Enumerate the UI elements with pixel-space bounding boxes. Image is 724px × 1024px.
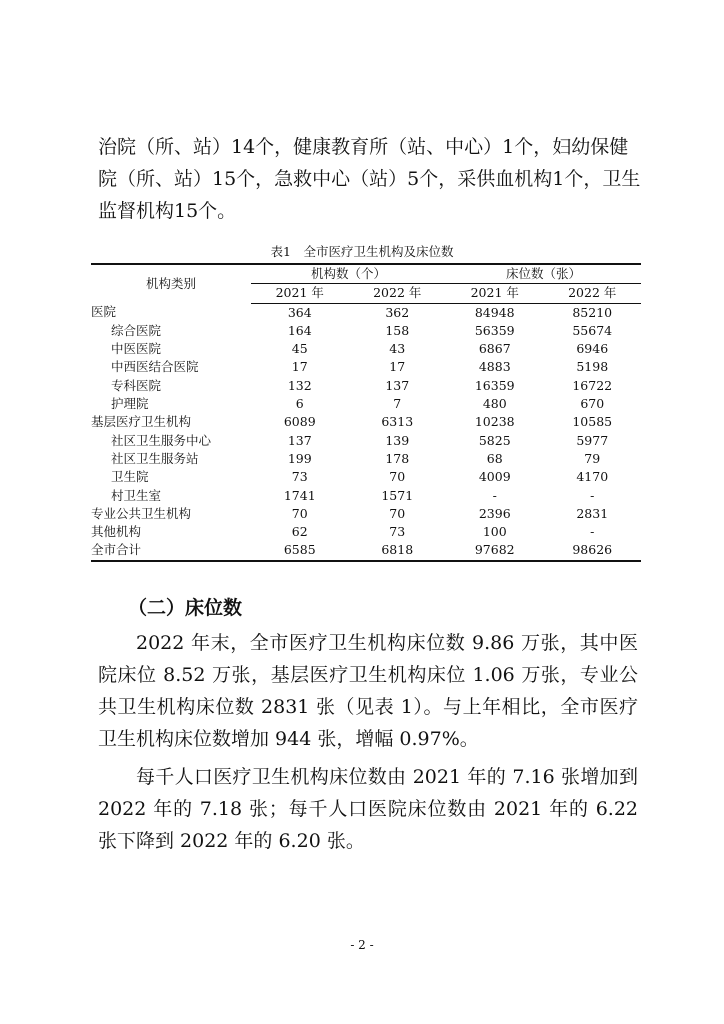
table-cell: 362 <box>385 304 410 320</box>
table-cell: 70 <box>389 505 406 521</box>
year-header: 2021 年 <box>446 284 544 303</box>
table-cell: 43 <box>389 341 406 357</box>
section-heading: （二）床位数 <box>128 597 243 619</box>
table-cell: 6946 <box>576 341 609 357</box>
table-row <box>91 322 641 340</box>
table-row <box>91 303 641 322</box>
table-cell: 84948 <box>474 304 515 320</box>
intro-paragraph <box>98 131 641 227</box>
row-label: 医院 <box>91 304 117 320</box>
table-cell: 73 <box>291 469 308 485</box>
table-row <box>91 505 641 523</box>
table-cell: - <box>590 524 595 540</box>
row-label: 社区卫生服务中心 <box>111 432 212 448</box>
year-header: 2022 年 <box>349 284 447 303</box>
table-cell: 5198 <box>576 359 609 375</box>
table-cell: 16722 <box>572 377 613 393</box>
table-cell: 56359 <box>474 322 515 338</box>
table-cell: 137 <box>385 377 410 393</box>
table-cell: 5977 <box>576 432 609 448</box>
table-row <box>91 377 641 395</box>
table-cell: 98626 <box>544 541 642 560</box>
table-row <box>91 395 641 413</box>
table-cell: 97682 <box>446 541 544 560</box>
table-cell: 17 <box>389 359 406 375</box>
table-row <box>91 358 641 376</box>
table-cell: 6089 <box>283 414 316 430</box>
table-cell: 4170 <box>576 469 609 485</box>
table-cell: 2396 <box>478 505 511 521</box>
row-label: 卫生院 <box>111 469 149 485</box>
row-label: 全市合计 <box>91 541 251 560</box>
table-cell: 79 <box>584 450 601 466</box>
table-cell: 670 <box>580 396 605 412</box>
row-label: 中医医院 <box>111 341 162 357</box>
beds-paragraph: 2022 年末，全市医疗卫生机构床位数 9.86 万张，其中医院床位 8.52 万张，基层医疗卫生机构床位 1.06 万张，专业公共卫生机构床位数 2831 张（见表 1）。与上年相比，全市医疗卫生机构床位数增加 944 张，增幅 0.97%。 <box>98 632 638 750</box>
table-cell: 480 <box>482 396 507 412</box>
table-cell: 73 <box>389 524 406 540</box>
table-cell: 6867 <box>478 341 511 357</box>
year-header: 2021 年 <box>251 284 349 303</box>
table-cell: 62 <box>291 524 308 540</box>
table-cell: 10585 <box>572 414 613 430</box>
table-row <box>91 487 641 505</box>
table-caption: 表1 全市医疗卫生机构及床位数 <box>270 244 454 259</box>
table-cell: - <box>590 487 595 503</box>
table-cell: 6313 <box>381 414 414 430</box>
table-cell: 137 <box>287 432 312 448</box>
category-header: 机构类别 <box>91 264 251 303</box>
table-cell: 17 <box>291 359 308 375</box>
table-cell: 364 <box>287 304 312 320</box>
table-cell: 2831 <box>576 505 609 521</box>
table-cell: 178 <box>385 450 410 466</box>
row-label: 其他机构 <box>91 524 142 540</box>
table-row-total <box>91 541 641 560</box>
intro-line: 监督机构15个。 <box>98 200 237 222</box>
row-label: 中西医结合医院 <box>111 359 199 375</box>
table-cell: 158 <box>385 322 410 338</box>
table-cell: 1741 <box>283 487 316 503</box>
row-label: 基层医疗卫生机构 <box>91 414 192 430</box>
table-cell: 16359 <box>474 377 515 393</box>
per-thousand-paragraph: 每千人口医疗卫生机构床位数由 2021 年的 7.16 张增加到 2022 年的 7.18 张；每千人口医院床位数由 2021 年的 6.22 张下降到 2022 年的 6.20 张。 <box>98 766 638 852</box>
table-cell: 70 <box>291 505 308 521</box>
row-label: 护理院 <box>111 396 149 412</box>
table-cell: 139 <box>385 432 410 448</box>
table-cell: 10238 <box>474 414 515 430</box>
row-label: 社区卫生服务站 <box>111 450 199 466</box>
table-cell: 45 <box>291 341 308 357</box>
table-cell: 100 <box>482 524 507 540</box>
table-cell: 199 <box>287 450 312 466</box>
intro-line: 院（所、站）15个，急救中心（站）5个，采供血机构1个，卫生 <box>98 168 641 190</box>
intro-line: 治院（所、站）14个，健康教育所（站、中心）1个，妇幼保健 <box>98 136 629 158</box>
row-label: 专科医院 <box>111 377 162 393</box>
table-cell: 1571 <box>381 487 414 503</box>
table-cell: 5825 <box>478 432 511 448</box>
table-cell: 7 <box>393 396 402 412</box>
page-number: - 2 - <box>350 938 374 952</box>
table-cell: 85210 <box>572 304 613 320</box>
row-label: 综合医院 <box>111 322 162 338</box>
table-cell: 68 <box>486 450 503 466</box>
year-header: 2022 年 <box>544 284 642 303</box>
table-cell: 132 <box>287 377 312 393</box>
group-header-beds: 床位数（张） <box>446 264 641 284</box>
table-cell: - <box>492 487 497 503</box>
table-cell: 4883 <box>478 359 511 375</box>
table-row <box>91 340 641 358</box>
table-cell: 4009 <box>478 469 511 485</box>
row-label: 专业公共卫生机构 <box>91 505 192 521</box>
group-header-institutions: 机构数（个） <box>251 264 446 284</box>
row-label: 村卫生室 <box>111 487 162 503</box>
table-row <box>91 413 641 431</box>
table-cell: 6 <box>295 396 304 412</box>
table-cell: 6818 <box>349 541 447 560</box>
table-cell: 164 <box>287 322 312 338</box>
table-row <box>91 432 641 450</box>
table-row <box>91 468 641 486</box>
table-cell: 6585 <box>251 541 349 560</box>
institutions-beds-table <box>91 263 641 562</box>
table-row <box>91 523 641 541</box>
table-row <box>91 450 641 468</box>
table-cell: 70 <box>389 469 406 485</box>
table-cell: 55674 <box>572 322 613 338</box>
